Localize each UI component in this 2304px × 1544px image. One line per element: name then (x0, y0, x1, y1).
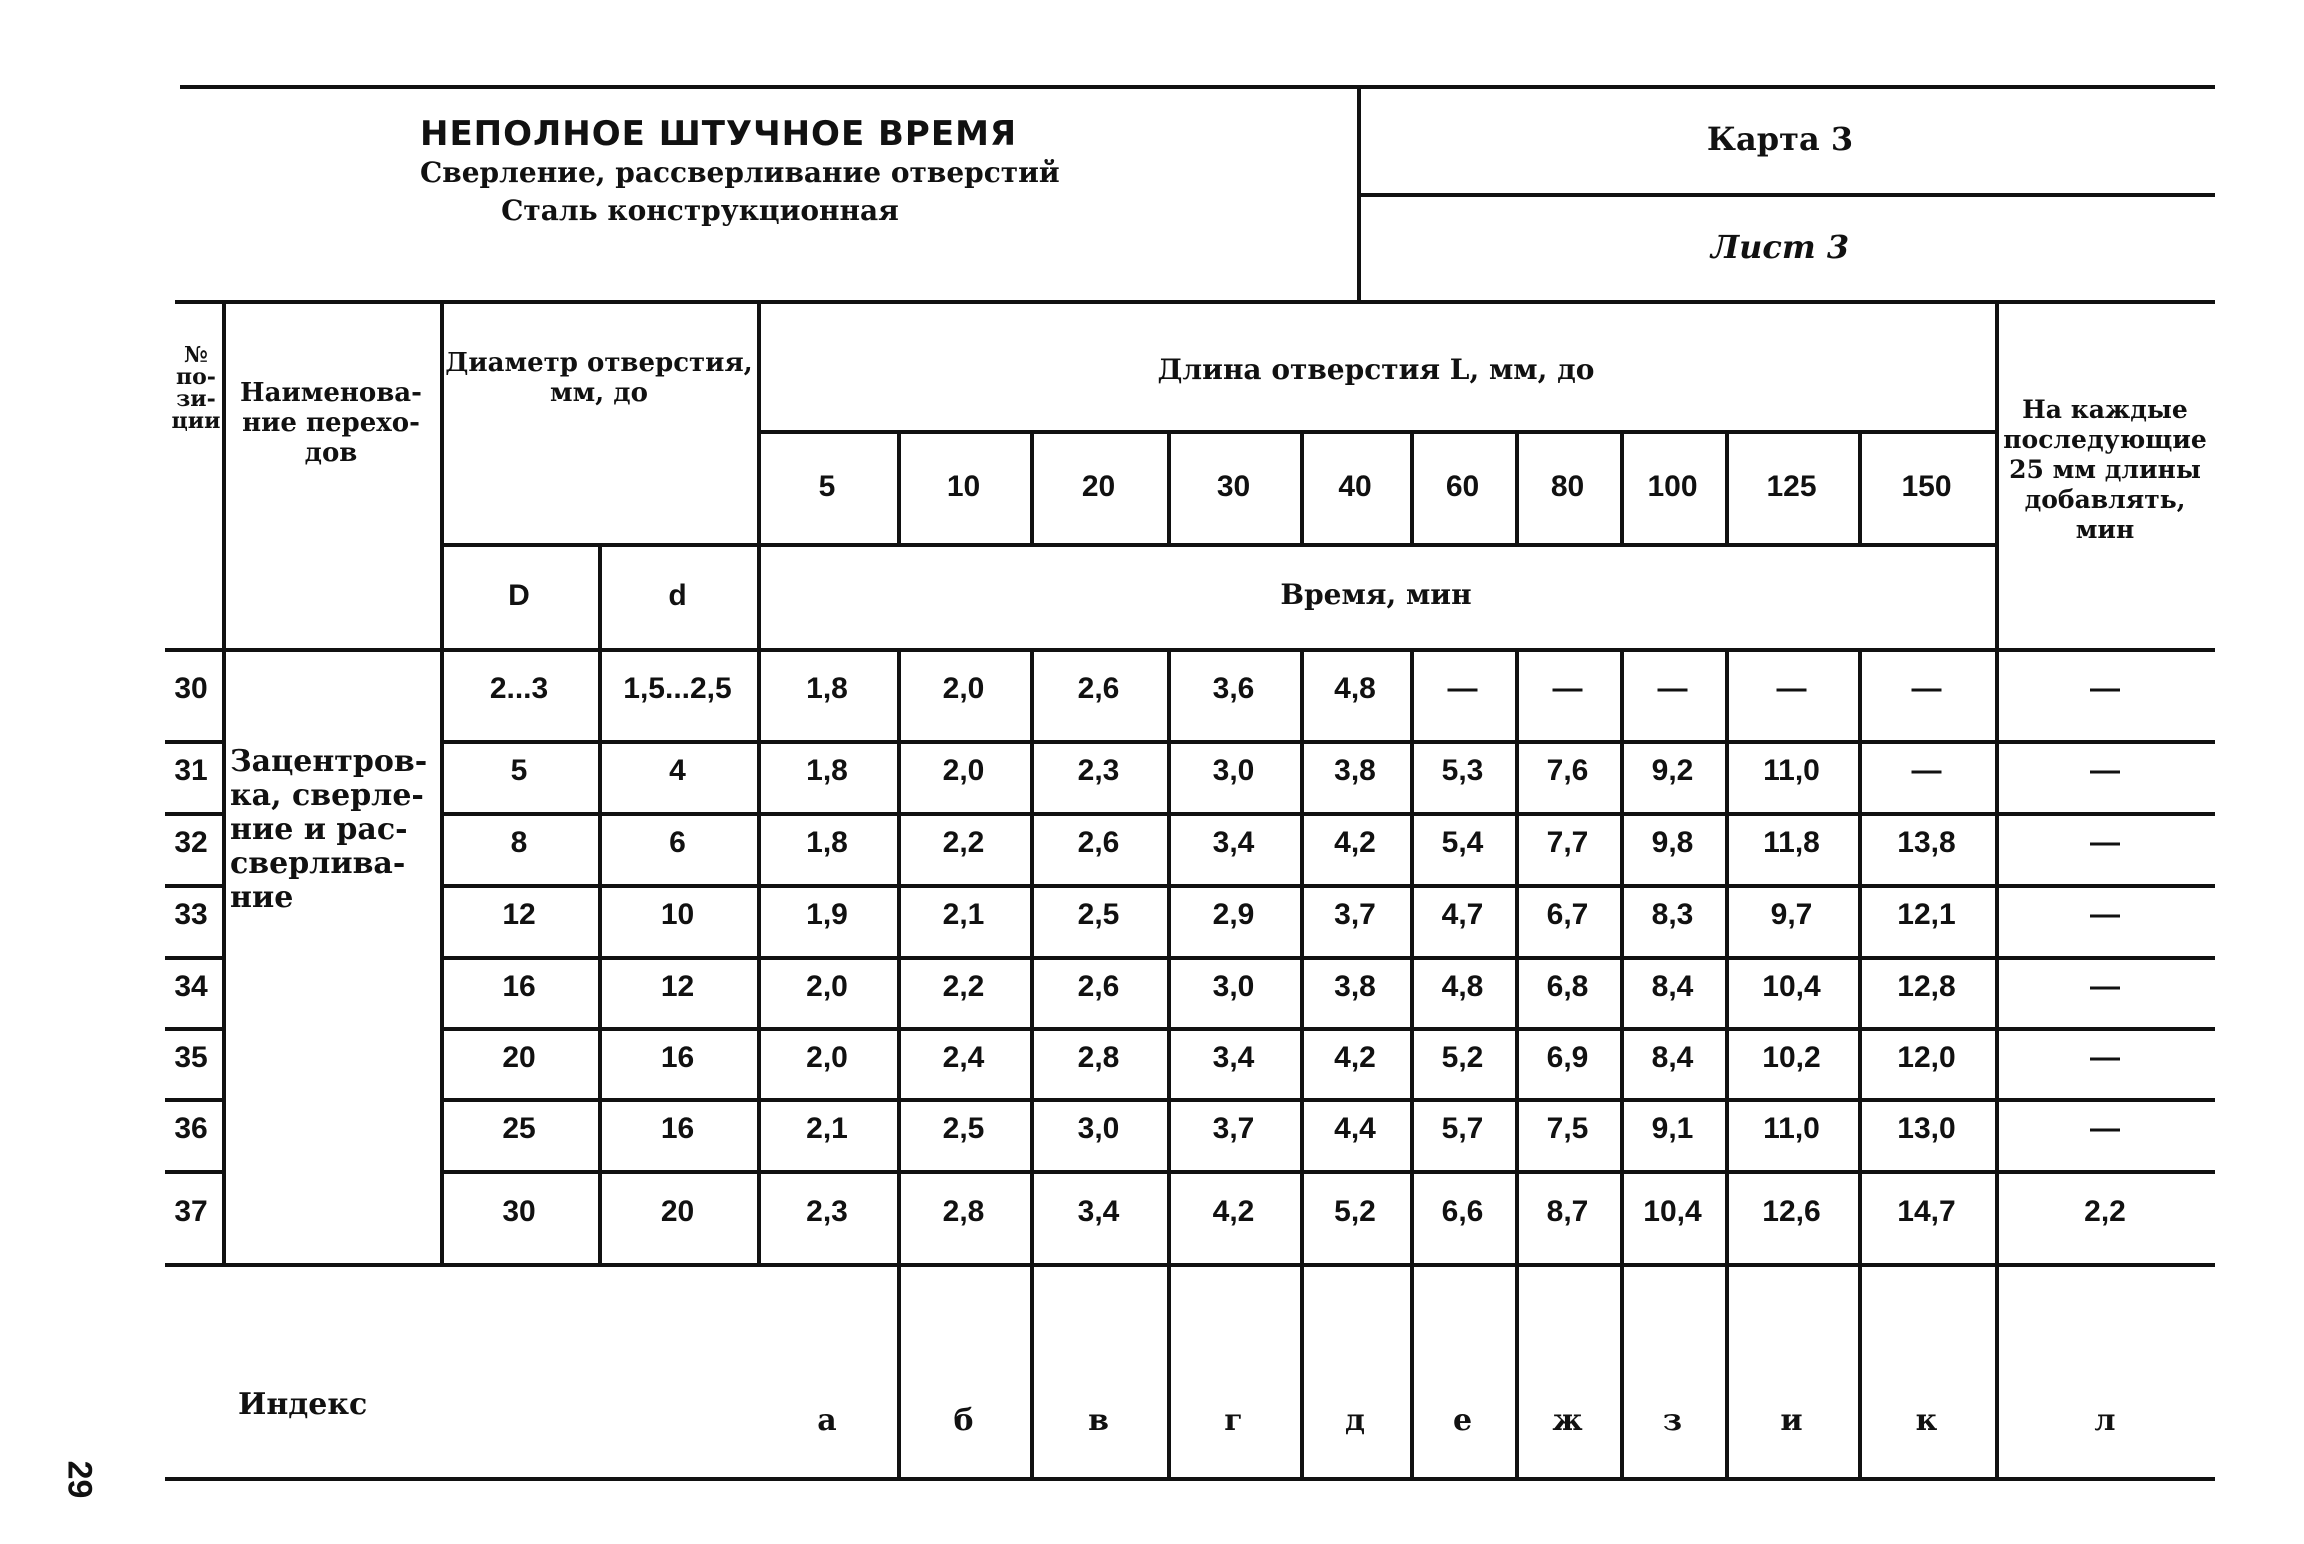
row-time-value: 4,8 (1334, 672, 1376, 705)
row-time-value: 10,4 (1643, 1194, 1702, 1228)
row-time-value: 2,9 (1212, 898, 1255, 931)
row-time-value: 8,4 (1651, 1040, 1694, 1074)
cell-divider (1858, 1170, 1862, 1263)
cell-divider (1300, 648, 1304, 740)
row-time-value: 2,6 (1077, 826, 1120, 859)
cell-divider (1030, 1098, 1034, 1170)
row-extra-value: — (2090, 1112, 2120, 1145)
col-header-length-value: 150 (1901, 469, 1952, 503)
index-label: Индекс (238, 1387, 368, 1422)
row-diameter-d: 6 (669, 826, 686, 859)
cell-divider (1858, 648, 1862, 740)
row-diameter-d: 10 (660, 898, 695, 931)
cell-divider (897, 740, 901, 812)
row-diameter-D: 25 (502, 1112, 536, 1145)
cell-divider (1030, 812, 1034, 884)
row-extra-value: — (2090, 969, 2120, 1003)
row-diameter-d: 12 (660, 969, 695, 1003)
row-time-value: 2,6 (1077, 969, 1120, 1003)
cell-divider (897, 1170, 901, 1263)
cell-divider (1515, 1098, 1519, 1170)
cell-divider (1167, 1098, 1171, 1170)
header-bottom-rule (175, 300, 2215, 304)
row-time-value: 9,1 (1651, 1112, 1694, 1145)
cell-divider (897, 884, 901, 956)
sheet-number: Лист 3 (1710, 228, 1850, 266)
row-diameter-D: 20 (502, 1040, 536, 1074)
row-time-value: 12,0 (1897, 1040, 1956, 1074)
row-time-value: — (1911, 754, 1942, 787)
top-rule (180, 85, 2215, 89)
row-time-value: 2,0 (806, 1040, 848, 1074)
row-time-value: 7,7 (1546, 826, 1589, 859)
row-time-value: 2,1 (806, 1112, 848, 1145)
row-position: 36 (174, 1112, 208, 1145)
row-position: 30 (174, 672, 208, 705)
cell-divider (1167, 648, 1171, 740)
row-time-value: 2,2 (942, 969, 985, 1003)
row-extra-value: — (2090, 826, 2120, 859)
col-header-length-value: 10 (946, 469, 981, 503)
row-time-value: 7,6 (1546, 754, 1589, 787)
index-letter: б (953, 1402, 974, 1438)
cell-divider (1725, 956, 1729, 1027)
cell-divider (1167, 956, 1171, 1027)
cell-divider (1858, 1098, 1862, 1170)
row-position: 37 (174, 1194, 208, 1228)
row-time-value: 2,0 (942, 754, 985, 787)
cell-divider (1300, 1170, 1304, 1263)
col-header-d: d (668, 578, 687, 612)
row-time-value: 9,8 (1651, 826, 1694, 859)
row-time-value: 3,0 (1212, 969, 1255, 1003)
row-time-value: 2,2 (942, 826, 985, 859)
cell-divider (1515, 1027, 1519, 1098)
row-time-value: 3,6 (1212, 672, 1255, 705)
col-header-length-value: 60 (1445, 469, 1480, 503)
cell-divider (1515, 1170, 1519, 1263)
cell-divider (1515, 956, 1519, 1027)
row-time-value: — (1776, 672, 1807, 705)
cell-divider (1300, 1098, 1304, 1170)
cell-divider (1300, 1027, 1304, 1098)
index-bottom-rule (165, 1477, 2215, 1481)
row-time-value: — (1911, 672, 1942, 705)
row-time-value: 4,2 (1212, 1194, 1255, 1228)
row-diameter-d: 16 (660, 1040, 695, 1074)
row-diameter-D: 16 (502, 969, 536, 1003)
row-time-value: 11,8 (1763, 826, 1820, 859)
col-header-length-value: 80 (1550, 469, 1585, 503)
row-extra-value: — (2090, 754, 2120, 787)
row-extra-value: — (2090, 1040, 2120, 1074)
row-time-value: 2,3 (806, 1194, 848, 1228)
row-time-value: 3,7 (1334, 898, 1376, 931)
row-time-value: 6,9 (1546, 1040, 1589, 1074)
cell-divider (1030, 740, 1034, 812)
row-time-value: 2,0 (806, 969, 848, 1003)
row-time-value: 2,5 (942, 1112, 985, 1145)
row-time-value: 1,9 (806, 898, 848, 931)
cell-divider (1620, 1170, 1624, 1263)
row-time-value: 6,6 (1441, 1194, 1484, 1228)
row-time-value: 2,5 (1077, 898, 1120, 931)
cell-divider (1410, 812, 1414, 884)
cell-divider (1515, 740, 1519, 812)
row-extra-value: — (2090, 672, 2120, 705)
row-diameter-d: 1,5...2,5 (623, 672, 732, 705)
cell-divider (897, 812, 901, 884)
col-header-time: Время, мин (1280, 578, 1472, 611)
col-header-diameter: Диаметр отверстия, мм, до (445, 348, 753, 408)
cell-divider (1858, 740, 1862, 812)
index-letter: л (2094, 1402, 2116, 1438)
row-diameter-d: 4 (669, 754, 686, 787)
cell-divider (1725, 1098, 1729, 1170)
cell-divider (1167, 812, 1171, 884)
row-time-value: 2,6 (1077, 672, 1120, 705)
cell-divider (1030, 648, 1034, 740)
cell-divider (1410, 1027, 1414, 1098)
row-time-value: 3,7 (1212, 1112, 1255, 1145)
cell-divider (1620, 740, 1624, 812)
row-position: 32 (174, 826, 208, 859)
col-header-length-value: 40 (1338, 469, 1372, 503)
card-number: Карта 3 (1706, 120, 1854, 158)
cell-divider (1410, 648, 1414, 740)
index-letter: и (1780, 1402, 1803, 1438)
row-time-value: 8,3 (1651, 898, 1694, 931)
row-diameter-D: 8 (510, 826, 528, 859)
operation-name: Зацентров-ка, сверле-ние и рас-сверлива-ние (230, 744, 428, 915)
cell-divider (1300, 812, 1304, 884)
cell-divider (897, 956, 901, 1027)
row-time-value: 13,8 (1897, 826, 1956, 859)
row-time-value: 5,3 (1441, 754, 1484, 787)
index-letter: а (817, 1402, 837, 1438)
row-time-value: 5,2 (1441, 1040, 1484, 1074)
cell-divider (1410, 1098, 1414, 1170)
col-divider (222, 300, 226, 1263)
col-header-name: Наименова-ние перехо-дов (240, 378, 422, 468)
row-time-value: — (1552, 672, 1583, 705)
row-diameter-D: 12 (502, 898, 536, 931)
cell-divider (1858, 956, 1862, 1027)
row-time-value: 6,8 (1546, 969, 1589, 1003)
cell-divider (1725, 1027, 1729, 1098)
row-time-value: — (1447, 672, 1478, 705)
col-header-length-value: 100 (1647, 469, 1698, 503)
index-letter: к (1915, 1402, 1938, 1438)
row-time-value: 13,0 (1897, 1112, 1956, 1145)
cell-divider (1167, 740, 1171, 812)
cell-divider (1515, 812, 1519, 884)
row-diameter-d: 16 (660, 1112, 695, 1145)
cell-divider (897, 1098, 901, 1170)
row-time-value: 5,4 (1441, 826, 1484, 859)
row-time-value: 4,2 (1334, 826, 1376, 859)
cell-divider (1167, 1170, 1171, 1263)
row-time-value: 8,4 (1651, 969, 1694, 1003)
cell-divider (1620, 648, 1624, 740)
row-time-value: 2,4 (942, 1040, 985, 1074)
row-time-value: 2,8 (942, 1194, 985, 1228)
doc-subtitle-operation: Сверление, рассверливание отверстий (420, 156, 1060, 189)
cell-divider (1620, 884, 1624, 956)
row-time-value: 9,7 (1770, 898, 1813, 931)
row-time-value: 4,7 (1441, 898, 1484, 931)
row-time-value: 2,8 (1077, 1040, 1120, 1074)
row-time-value: 2,3 (1077, 754, 1120, 787)
cell-divider (1030, 956, 1034, 1027)
cell-divider (1620, 1098, 1624, 1170)
row-time-value: 1,8 (806, 672, 848, 705)
table-bottom-rule (165, 1263, 2215, 1267)
cell-divider (1167, 884, 1171, 956)
cell-divider (897, 648, 901, 740)
cell-divider (1725, 740, 1729, 812)
row-time-value: 12,6 (1762, 1194, 1821, 1228)
col-header-extra: На каждые последующие 25 мм длины добавлять, мин (2003, 395, 2207, 544)
page-number: 29 (60, 1460, 99, 1499)
cell-divider (1515, 884, 1519, 956)
row-time-value: 12,1 (1897, 898, 1956, 931)
row-time-value: 4,2 (1334, 1040, 1376, 1074)
col-header-length: Длина отверстия L, мм, до (1157, 353, 1595, 386)
col-header-length-value: 125 (1766, 469, 1817, 503)
index-letter: з (1662, 1402, 1683, 1438)
row-diameter-D: 2...3 (489, 672, 549, 705)
row-time-value: 10,2 (1762, 1040, 1821, 1074)
index-letter: ж (1552, 1402, 1583, 1438)
cell-divider (1725, 884, 1729, 956)
row-time-value: 8,7 (1546, 1194, 1589, 1228)
index-letter: д (1345, 1402, 1365, 1438)
cell-divider (1030, 884, 1034, 956)
row-time-value: 2,0 (942, 672, 985, 705)
cell-divider (1410, 1170, 1414, 1263)
row-position: 34 (174, 969, 208, 1003)
row-time-value: 11,0 (1763, 1112, 1820, 1145)
cell-divider (1300, 956, 1304, 1027)
doc-title: НЕПОЛНОЕ ШТУЧНОЕ ВРЕМЯ (420, 114, 1018, 154)
col-header-length-value: 30 (1216, 469, 1251, 503)
col-header-D: D (508, 578, 530, 612)
row-time-value: 10,4 (1762, 969, 1821, 1003)
row-time-value: 9,2 (1651, 754, 1694, 787)
row-time-value: 3,8 (1334, 754, 1376, 787)
row-time-value: 11,0 (1763, 754, 1820, 787)
row-time-value: 3,0 (1077, 1112, 1120, 1145)
row-time-value: 2,1 (942, 898, 985, 931)
cell-divider (1858, 1027, 1862, 1098)
cell-divider (1858, 884, 1862, 956)
row-time-value: 3,4 (1212, 1040, 1255, 1074)
doc-subtitle-material: Сталь конструкционная (501, 194, 899, 227)
row-time-value: 12,8 (1897, 969, 1956, 1003)
cell-divider (1620, 812, 1624, 884)
cell-divider (1620, 956, 1624, 1027)
row-diameter-D: 30 (502, 1194, 536, 1228)
col-header-position: № по-зи-ции (171, 342, 221, 434)
row-position: 35 (174, 1040, 208, 1074)
cell-divider (1620, 1027, 1624, 1098)
cell-divider (1410, 884, 1414, 956)
row-time-value: 3,8 (1334, 969, 1376, 1003)
cell-divider (1410, 740, 1414, 812)
row-time-value: 3,4 (1077, 1194, 1120, 1228)
row-time-value: 1,8 (806, 826, 848, 859)
col-header-length-value: 5 (818, 469, 836, 503)
row-position: 31 (174, 754, 208, 787)
cell-divider (1030, 1027, 1034, 1098)
cell-divider (1725, 1170, 1729, 1263)
cell-divider (1725, 648, 1729, 740)
index-letter: в (1088, 1402, 1109, 1438)
cell-divider (1725, 812, 1729, 884)
cell-divider (1410, 956, 1414, 1027)
cell-divider (1167, 1027, 1171, 1098)
cell-divider (1300, 884, 1304, 956)
row-position: 33 (174, 898, 208, 931)
row-time-value: 7,5 (1546, 1112, 1589, 1145)
card-divider (1360, 193, 2215, 197)
row-time-value: 14,7 (1897, 1194, 1956, 1228)
row-time-value: 4,4 (1334, 1112, 1376, 1145)
col-header-length-value: 20 (1081, 469, 1116, 503)
cell-divider (897, 1027, 901, 1098)
cell-divider (1515, 648, 1519, 740)
row-time-value: 4,8 (1441, 969, 1484, 1003)
row-time-value: 5,2 (1334, 1194, 1376, 1228)
cell-divider (1300, 740, 1304, 812)
row-time-value: 3,4 (1212, 826, 1255, 859)
row-time-value: — (1657, 672, 1688, 705)
cell-divider (1030, 1170, 1034, 1263)
cell-divider (1858, 812, 1862, 884)
row-time-value: 6,7 (1546, 898, 1589, 931)
index-letter: е (1452, 1402, 1473, 1438)
row-extra-value: 2,2 (2084, 1194, 2126, 1228)
row-diameter-D: 5 (510, 754, 528, 787)
row-diameter-d: 20 (660, 1194, 695, 1228)
row-time-value: 5,7 (1441, 1112, 1484, 1145)
row-time-value: 1,8 (806, 754, 848, 787)
index-letter: г (1224, 1402, 1243, 1438)
row-time-value: 3,0 (1212, 754, 1255, 787)
row-extra-value: — (2090, 898, 2120, 931)
